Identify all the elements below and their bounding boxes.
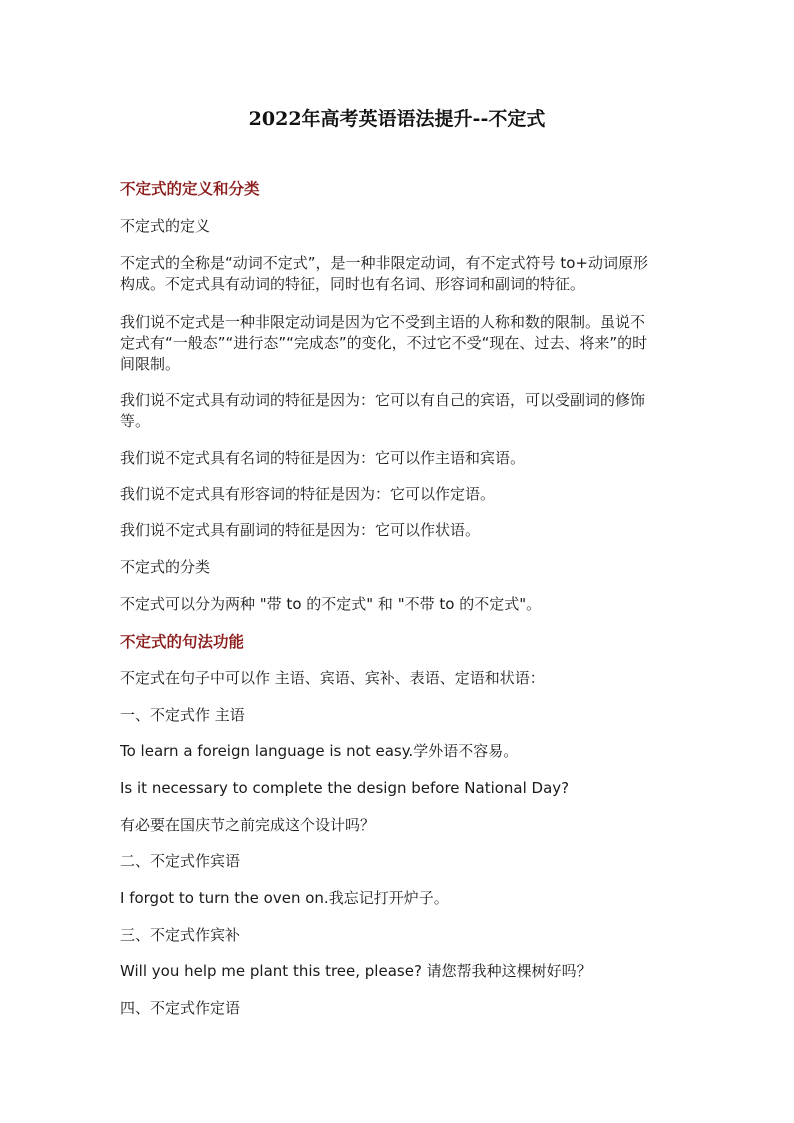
paragraph-noun-features: 我们说不定式具有名词的特征是因为：它可以作主语和宾语。 [120, 449, 526, 467]
item-heading-object-complement: 三、不定式作宾补 [120, 926, 241, 944]
item-heading-attributive: 四、不定式作定语 [120, 999, 241, 1017]
paragraph-line: 我们说不定式是一种非限定动词是因为它不受到主语的人称和数的限制。虽说不 [120, 313, 646, 331]
paragraph-line: 间限制。 [120, 355, 181, 373]
paragraph-two-types: 不定式可以分为两种 "带 to 的不定式" 和 "不带 to 的不定式"。 [120, 595, 542, 613]
paragraph-verb-features [120, 390, 680, 432]
paragraph-line: 等。 [120, 412, 151, 430]
example-sentence-2: Is it necessary to complete the design before National Day? [120, 779, 570, 797]
section-heading-definition-and-classification: 不定式的定义和分类 [120, 179, 260, 198]
example-sentence-2-translation: 有必要在国庆节之前完成这个设计吗？ [120, 816, 376, 834]
section-heading-syntactic-functions: 不定式的句法功能 [120, 632, 245, 651]
item-heading-subject: 一、不定式作 主语 [120, 706, 245, 724]
paragraph-line: 不定式的全称是“动词不定式”，是一种非限定动词，有不定式符号 to+动词原形 [120, 254, 648, 272]
paragraph-line: 我们说不定式具有动词的特征是因为：它可以有自己的宾语，可以受副词的修饰 [120, 391, 646, 409]
paragraph-line: 定式有“一般态”“进行态”“完成态”的变化，不过它不受“现在、过去、将来”的时 [120, 334, 648, 352]
subheading-classification: 不定式的分类 [120, 558, 211, 576]
paragraph-line: 构成。不定式具有动词的特征，同时也有名词、形容词和副词的特征。 [120, 275, 586, 293]
paragraph-full-name [120, 253, 680, 295]
subheading-definition: 不定式的定义 [120, 217, 211, 235]
document-title: 2022年高考英语语法提升--不定式 [248, 108, 546, 130]
paragraph-functions-list: 不定式在句子中可以作 主语、宾语、宾补、表语、定语和状语： [120, 669, 545, 687]
example-sentence-1: To learn a foreign language is not easy.学外语不容易。 [120, 742, 519, 760]
paragraph-adverb-features: 我们说不定式具有副词的特征是因为：它可以作状语。 [120, 521, 481, 539]
paragraph-non-finite [120, 312, 680, 375]
paragraph-adjective-features: 我们说不定式具有形容词的特征是因为：它可以作定语。 [120, 485, 496, 503]
item-heading-object: 二、不定式作宾语 [120, 852, 241, 870]
example-sentence-3: I forgot to turn the oven on.我忘记打开炉子。 [120, 889, 449, 907]
example-sentence-4: Will you help me plant this tree, please? 请您帮我种这棵树好吗？ [120, 962, 592, 980]
